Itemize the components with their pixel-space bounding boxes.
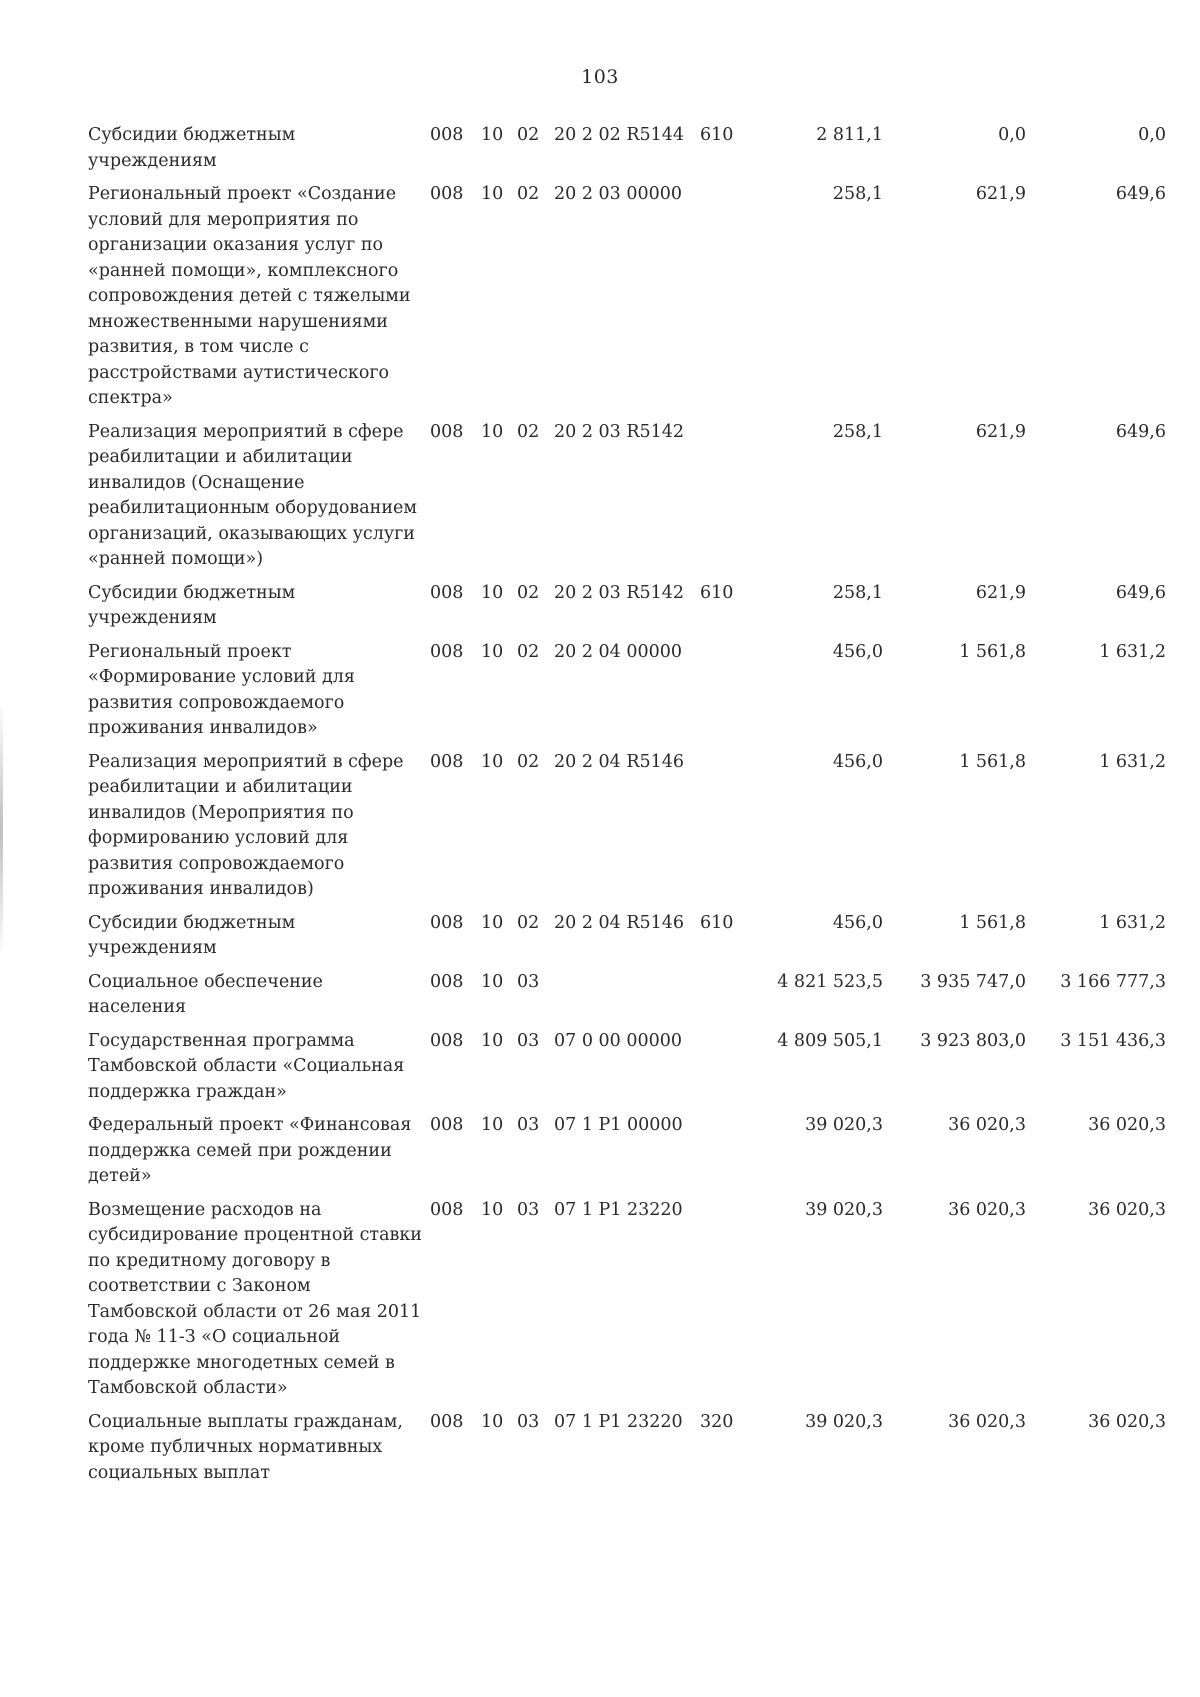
row-name: Региональный проект «Создание условий для мероприятия по организации оказания услуг по «ранней помощи», комплексного сопровождения детей с тяжелыми множественными нарушениями развития, в том числе с расстройствами аутистического спектра» (88, 184, 411, 408)
row-amount-year-2: 1 561,8 (959, 751, 1026, 772)
table-row (88, 750, 1166, 911)
row-glav-code: 008 (430, 1199, 464, 1220)
scan-edge-artifact (0, 700, 3, 960)
row-amount-year-3: 1 631,2 (1099, 641, 1166, 662)
row-amount-year-1: 4 821 523,5 (777, 971, 883, 992)
row-amount-year-1: 456,0 (832, 751, 883, 772)
page-number: 103 (581, 66, 619, 88)
row-name: Субсидии бюджетным учреждениям (88, 125, 296, 171)
row-amount-year-2: 621,9 (975, 582, 1026, 603)
row-expense-type-code (700, 1029, 740, 1114)
row-amount-year-2: 3 935 747,0 (920, 971, 1026, 992)
row-amount-year-2: 3 923 803,0 (920, 1030, 1026, 1051)
budget-table (88, 123, 1166, 1494)
table-row (88, 123, 1166, 182)
row-glav-code: 008 (430, 1115, 464, 1135)
row-amount-year-1: 258,1 (832, 184, 883, 204)
row-section-code: 10 (481, 641, 504, 662)
row-amount-year-3: 3 166 777,3 (1060, 971, 1166, 992)
table-body (88, 123, 1166, 1494)
row-subsection-code: 03 (517, 1411, 540, 1432)
row-amount-year-3: 36 020,3 (1088, 1115, 1166, 1135)
row-section-code: 10 (481, 912, 504, 933)
row-subsection-code: 02 (517, 912, 540, 933)
row-expense-type-code (700, 1113, 740, 1198)
row-section-code: 10 (481, 582, 504, 603)
row-section-code: 10 (481, 971, 504, 992)
row-expense-type-code: 610 (700, 582, 734, 603)
row-target-article-code: 20 2 04 R5146 (554, 751, 685, 772)
table-row (88, 182, 1166, 420)
row-target-article-code: 20 2 03 R5142 (554, 421, 685, 442)
row-name: Федеральный проект «Финансовая поддержка семей при рождении детей» (88, 1115, 412, 1186)
row-name: Региональный проект «Формирование условий для развития сопровождаемого проживания инвалидов» (88, 641, 355, 738)
row-amount-year-3: 36 020,3 (1088, 1199, 1166, 1220)
row-name: Реализация мероприятий в сфере реабилитации и абилитации инвалидов (Оснащение реабилитационным оборудованием организаций, оказывающих услуги «ранней помощи») (88, 421, 417, 569)
row-subsection-code: 03 (517, 971, 540, 992)
row-subsection-code: 02 (517, 582, 540, 603)
row-subsection-code: 02 (517, 184, 540, 204)
row-target-article-code: 07 0 00 00000 (554, 1030, 683, 1051)
row-amount-year-3: 649,6 (1115, 582, 1166, 603)
row-amount-year-1: 258,1 (832, 421, 883, 442)
table-row (88, 1410, 1166, 1495)
row-target-article-code: 20 2 03 R5142 (554, 582, 685, 603)
table-row (88, 640, 1166, 750)
row-amount-year-1: 2 811,1 (816, 125, 883, 145)
row-section-code: 10 (481, 751, 504, 772)
row-amount-year-1: 39 020,3 (805, 1199, 883, 1220)
row-target-article-code: 20 2 02 R5144 (554, 125, 685, 145)
table-row (88, 1113, 1166, 1198)
row-name: Социальное обеспечение населения (88, 971, 323, 1017)
row-glav-code: 008 (430, 912, 464, 933)
table-row (88, 1029, 1166, 1114)
row-glav-code: 008 (430, 421, 464, 442)
table-row (88, 420, 1166, 581)
row-amount-year-3: 649,6 (1115, 421, 1166, 442)
row-name: Государственная программа Тамбовской области «Социальная поддержка граждан» (88, 1030, 405, 1102)
row-expense-type-code (700, 640, 740, 750)
row-target-article-code: 07 1 P1 00000 (554, 1115, 683, 1135)
row-glav-code: 008 (430, 1030, 464, 1051)
row-glav-code: 008 (430, 751, 464, 772)
row-amount-year-2: 36 020,3 (948, 1199, 1026, 1220)
row-target-article-code: 07 1 P1 23220 (554, 1199, 683, 1220)
row-glav-code: 008 (430, 582, 464, 603)
row-target-article-code: 20 2 03 00000 (554, 184, 683, 204)
row-glav-code: 008 (430, 641, 464, 662)
row-section-code: 10 (481, 421, 504, 442)
row-expense-type-code (700, 970, 740, 1029)
row-amount-year-2: 1 561,8 (959, 641, 1026, 662)
row-amount-year-1: 4 809 505,1 (777, 1030, 883, 1051)
row-subsection-code: 02 (517, 751, 540, 772)
row-amount-year-3: 0,0 (1138, 125, 1166, 145)
table-row (88, 1198, 1166, 1410)
row-subsection-code: 03 (517, 1115, 540, 1135)
row-amount-year-1: 258,1 (832, 582, 883, 603)
row-subsection-code: 02 (517, 421, 540, 442)
row-amount-year-1: 456,0 (832, 641, 883, 662)
row-amount-year-1: 39 020,3 (805, 1115, 883, 1135)
row-name: Реализация мероприятий в сфере реабилитации и абилитации инвалидов (Мероприятия по формированию условий для развития сопровождаемого проживания инвалидов) (88, 751, 404, 899)
row-subsection-code: 02 (517, 125, 540, 145)
row-expense-type-code: 320 (700, 1411, 734, 1432)
row-target-article-code: 07 1 P1 23220 (554, 1411, 683, 1432)
row-amount-year-2: 621,9 (975, 421, 1026, 442)
row-name: Социальные выплаты гражданам, кроме публичных нормативных социальных выплат (88, 1411, 403, 1483)
row-amount-year-1: 456,0 (832, 912, 883, 933)
row-name: Субсидии бюджетным учреждениям (88, 582, 296, 628)
table-row (88, 911, 1166, 970)
row-amount-year-2: 36 020,3 (948, 1411, 1026, 1432)
row-amount-year-2: 1 561,8 (959, 912, 1026, 933)
table-row (88, 581, 1166, 640)
row-section-code: 10 (481, 1199, 504, 1220)
row-expense-type-code (700, 182, 740, 420)
row-expense-type-code (700, 1198, 740, 1410)
row-amount-year-3: 1 631,2 (1099, 912, 1166, 933)
row-expense-type-code: 610 (700, 125, 734, 145)
row-section-code: 10 (481, 1030, 504, 1051)
row-amount-year-3: 3 151 436,3 (1060, 1030, 1166, 1051)
row-target-article-code: 20 2 04 R5146 (554, 912, 685, 933)
row-expense-type-code: 610 (700, 912, 734, 933)
row-subsection-code: 02 (517, 641, 540, 662)
row-section-code: 10 (481, 1115, 504, 1135)
row-amount-year-1: 39 020,3 (805, 1411, 883, 1432)
row-section-code: 10 (481, 1411, 504, 1432)
row-glav-code: 008 (430, 1411, 464, 1432)
row-amount-year-3: 36 020,3 (1088, 1411, 1166, 1432)
row-amount-year-3: 1 631,2 (1099, 751, 1166, 772)
row-target-article-code (554, 970, 700, 1029)
row-glav-code: 008 (430, 971, 464, 992)
table-row (88, 970, 1166, 1029)
row-subsection-code: 03 (517, 1030, 540, 1051)
row-glav-code: 008 (430, 125, 464, 145)
row-section-code: 10 (481, 125, 504, 145)
row-subsection-code: 03 (517, 1199, 540, 1220)
row-glav-code: 008 (430, 184, 464, 204)
row-amount-year-3: 649,6 (1115, 184, 1166, 204)
row-amount-year-2: 0,0 (998, 125, 1026, 145)
row-name: Субсидии бюджетным учреждениям (88, 912, 296, 958)
row-amount-year-2: 36 020,3 (948, 1115, 1026, 1135)
row-expense-type-code (700, 420, 740, 581)
row-amount-year-2: 621,9 (975, 184, 1026, 204)
row-name: Возмещение расходов на субсидирование процентной ставки по кредитному договору в соответствии с Законом Тамбовской области от 26 мая 2011 года № 11-З «О социальной поддержке многодетных семей в Тамбовской области» (88, 1199, 422, 1398)
row-target-article-code: 20 2 04 00000 (554, 641, 683, 662)
row-expense-type-code (700, 750, 740, 911)
row-section-code: 10 (481, 184, 504, 204)
